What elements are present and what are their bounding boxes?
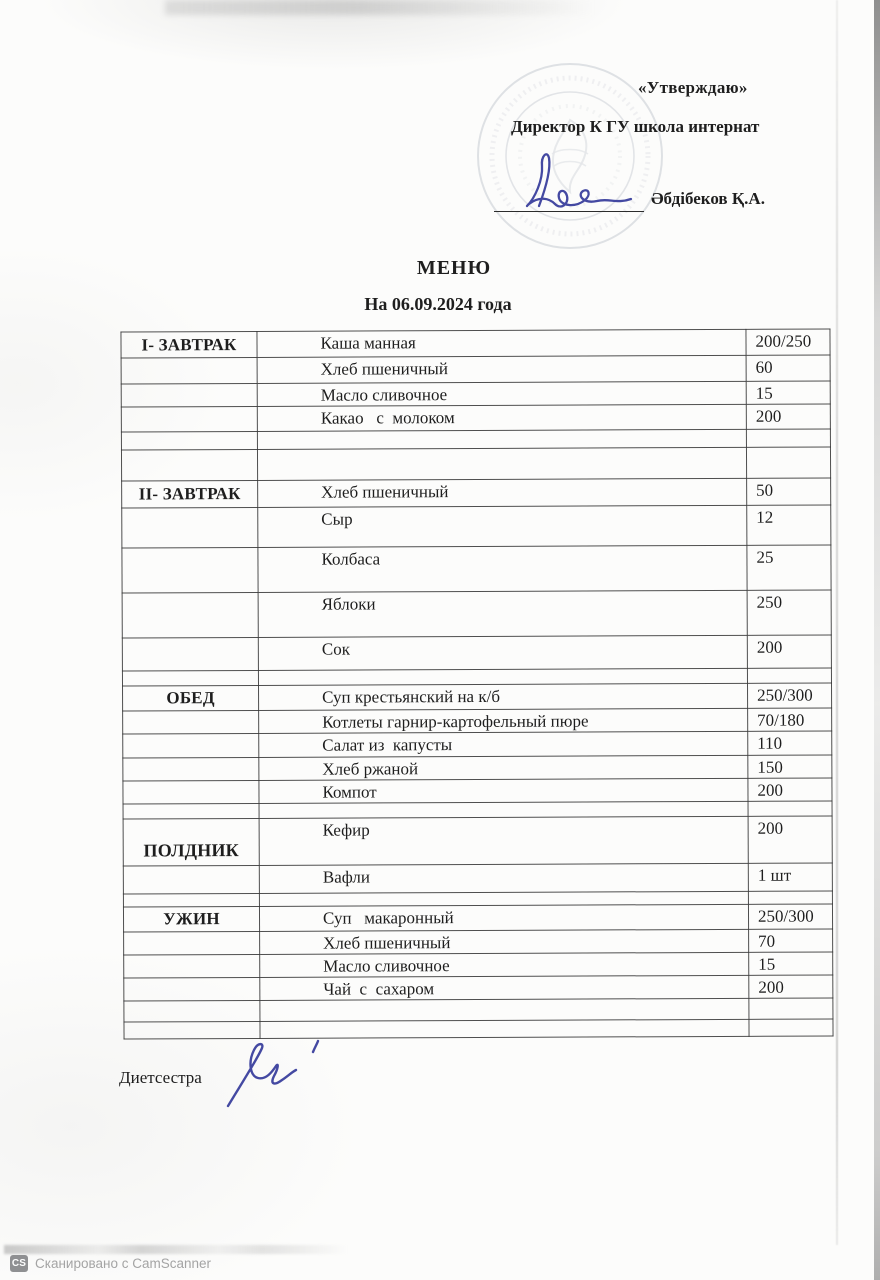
dish-cell: Какао с молоком [257,404,746,431]
section-label-cell: ОБЕД [123,685,259,711]
qty-cell: 200 [749,975,833,998]
table-row [123,816,832,866]
empty-cell [748,801,832,816]
scan-bleed-through-text [4,1245,434,1254]
section-label-cell [121,406,257,432]
dish-cell: Сыр [258,505,747,547]
scan-edge-shadow [874,0,880,1280]
empty-cell [748,891,832,904]
dish-cell: Котлеты гарнир-картофельный пюре [259,708,748,733]
table-row [122,635,831,671]
section-label-cell [122,507,258,548]
section-label-cell [123,780,259,804]
menu-date: На 06.09.2024 года [364,294,512,314]
dish-cell: Салат из капусты [259,731,748,757]
empty-cell [257,447,746,480]
dish-cell: Чай с сахаром [260,975,749,1000]
qty-cell: 50 [747,478,831,505]
dish-cell: Хлеб пшеничный [257,355,746,383]
dish-cell: Суп макаронный [259,904,748,931]
menu-table [120,328,833,1039]
section-label-cell: II- ЗАВТРАК [122,480,258,508]
empty-cell [123,893,259,907]
dietitian-signature [210,1036,335,1114]
section-label-cell [121,383,257,407]
signature-line [494,211,644,212]
approval-label: «Утверждаю» [638,78,748,97]
section-label-cell [123,865,259,894]
table-row [121,329,830,358]
qty-cell: 250/300 [747,683,831,708]
scan-smudge-top [165,0,595,15]
empty-cell [123,803,259,819]
table-row [122,545,831,593]
empty-cell [257,429,746,449]
section-label-cell [122,637,258,671]
empty-cell [747,668,831,683]
qty-cell: 200 [748,778,832,801]
empty-cell [260,998,749,1021]
section-label-cell [122,547,258,593]
qty-cell: 25 [747,545,831,590]
qty-cell: 250 [747,590,831,635]
qty-cell: 200 [748,816,832,863]
table-row [123,683,832,711]
table-row [122,478,831,508]
table-row [121,404,830,432]
dish-cell: Масло сливочное [257,381,746,406]
section-label-cell: ПОЛДНИК [123,818,259,866]
dish-cell: Кефир [259,816,748,865]
table-row [121,381,830,407]
qty-cell: 110 [748,731,832,755]
table-row [123,731,832,758]
dish-cell: Хлеб ржаной [259,755,748,780]
qty-cell: 1 шт [748,863,832,891]
qty-cell: 200/250 [746,329,830,355]
dish-cell: Хлеб пшеничный [260,929,749,954]
dish-cell: Колбаса [258,545,747,592]
section-label-cell [122,592,258,638]
director-title: Директор К ГУ школа интернат [511,117,760,136]
qty-cell: 15 [746,381,830,404]
section-label-cell [124,977,260,1001]
qty-cell: 70 [749,929,833,952]
qty-cell: 200 [747,635,831,668]
dietitian-label: Диетсестра [119,1068,202,1087]
qty-cell: 150 [748,755,832,778]
dish-cell: Сок [258,635,747,670]
director-signature [505,146,655,218]
table-row [122,590,831,638]
section-label-cell [124,954,260,978]
empty-cell [746,429,830,447]
dish-cell: Суп крестьянский на к/б [259,683,748,710]
table-row [122,505,831,548]
dish-cell: Яблоки [258,590,747,637]
empty-cell [749,1019,833,1036]
qty-cell: 12 [747,505,831,545]
table-row [123,778,832,804]
section-label-cell [123,733,259,758]
table-row [123,863,832,894]
camscanner-footer-text: Сканировано с CamScanner [35,1256,212,1271]
dish-cell: Каша манная [257,329,746,357]
camscanner-footer [10,1255,211,1272]
table-row [123,904,832,932]
empty-cell [121,431,257,450]
section-label-cell [123,757,259,781]
qty-cell: 60 [746,355,830,381]
table-row [121,355,830,384]
dish-cell: Компот [259,778,748,803]
table-row [123,708,832,734]
paper-crease [836,0,838,1245]
director-name: Әбдібеков Қ.А. [651,189,765,208]
section-label-cell [124,931,260,955]
qty-cell: 15 [749,952,833,975]
empty-cell [122,670,258,686]
camscanner-badge-icon: CS [10,1255,28,1272]
empty-cell [749,998,833,1019]
empty-cell [121,449,257,481]
section-label-cell [121,357,257,384]
qty-cell: 70/180 [748,708,832,731]
table-row [123,755,832,781]
empty-cell [124,1000,260,1022]
section-label-cell [123,710,259,734]
dish-cell: Вафли [259,863,748,893]
dish-cell: Масло сливочное [260,952,749,977]
table-row [124,929,833,955]
table-row [124,975,833,1001]
dish-cell: Хлеб пшеничный [258,478,747,507]
section-label-cell: УЖИН [123,906,259,932]
table-row-empty [121,447,830,481]
qty-cell: 250/300 [748,904,832,929]
qty-cell: 200 [746,404,830,429]
empty-cell [746,447,830,478]
section-label-cell: I- ЗАВТРАК [121,331,257,358]
menu-title: МЕНЮ [416,257,492,279]
table-row [124,952,833,978]
